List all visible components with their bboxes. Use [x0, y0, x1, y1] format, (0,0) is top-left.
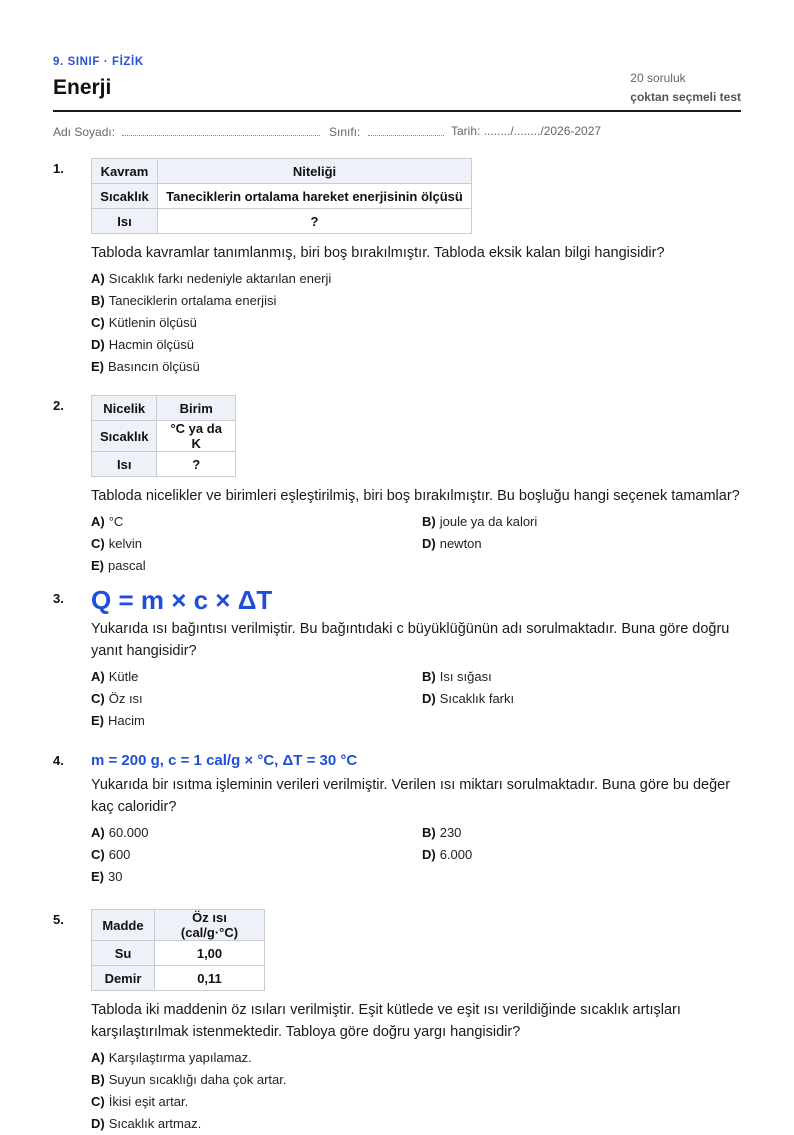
worksheet-header — [53, 0, 741, 112]
answer-options — [91, 666, 741, 732]
answer-option-c[interactable]: C) İkisi eşit artar. — [91, 1094, 189, 1109]
answer-option-c[interactable]: C) Öz ısı — [91, 691, 143, 706]
answer-option-d[interactable]: D) 6.000 — [422, 847, 473, 862]
table-row — [92, 452, 236, 477]
question-number: 4. — [53, 753, 64, 768]
concept-table — [91, 158, 472, 234]
quantity-unit-table — [91, 395, 236, 477]
table-cell: Sıcaklık — [92, 184, 158, 209]
table-header-row — [92, 396, 236, 421]
question-stem: Yukarıda ısı bağıntısı verilmiştir. Bu bağıntıdaki c büyüklüğünün adı sorulmaktadır. Buna göre doğru yanıt hangisidir? — [91, 621, 730, 659]
table-cell: ? — [157, 452, 236, 477]
table-cell: Su — [92, 941, 155, 966]
answer-option-c[interactable]: C) Kütlenin ölçüsü — [91, 315, 197, 330]
answer-options — [91, 1047, 741, 1135]
answer-option-d[interactable]: D) Hacmin ölçüsü — [91, 337, 194, 352]
table-cell: 0,11 — [155, 966, 265, 991]
table-header: Madde — [92, 910, 155, 941]
class-field — [329, 124, 444, 139]
answer-option-a[interactable]: A) Kütle — [91, 669, 139, 684]
question-body — [91, 909, 741, 1135]
table-header-row — [92, 910, 265, 941]
table-row — [92, 184, 472, 209]
answer-option-d[interactable]: D) newton — [422, 536, 482, 551]
answer-option-c[interactable]: C) kelvin — [91, 536, 142, 551]
answer-options — [91, 511, 741, 577]
table-header: Niteliği — [158, 159, 472, 184]
answer-option-b[interactable]: B) joule ya da kalori — [422, 514, 538, 529]
question-stem: Tabloda nicelikler ve birimleri eşleştirilmiş, biri boş bırakılmıştır. Bu boşluğu hangi seçenek tamamlar? — [91, 488, 740, 504]
class-blank — [368, 124, 444, 136]
table-row — [92, 209, 472, 234]
answer-option-c[interactable]: C) 600 — [91, 847, 131, 862]
answer-options — [91, 268, 741, 378]
question-stem: Tabloda kavramlar tanımlanmış, biri boş bırakılmıştır. Tabloda eksik kalan bilgi hangisidir? — [91, 245, 665, 261]
grade-subject-label: 9. SINIF · FİZİK — [53, 56, 144, 68]
question-number: 2. — [53, 398, 64, 413]
table-cell: Demir — [92, 966, 155, 991]
question-stem: Yukarıda bir ısıtma işleminin verileri verilmiştir. Verilen ısı miktarı sorulmaktadır. Buna göre bu değer kaç caloridir? — [91, 777, 731, 815]
class-label: Sınıfı: — [329, 125, 361, 139]
answer-option-b[interactable]: B) Isı sığası — [422, 669, 492, 684]
question-stem: Tabloda iki maddenin öz ısıları verilmiştir. Eşit kütlede ve eşit ısı verildiğinde sıcaklık artışları karşılaştırılmak istenmektedir. Tabloya göre doğru yargı hangisidir? — [91, 1002, 681, 1040]
table-cell: 1,00 — [155, 941, 265, 966]
question-body — [91, 585, 741, 732]
question-number: 3. — [53, 591, 64, 606]
name-blank — [122, 124, 320, 136]
answer-option-a[interactable]: A) 60.000 — [91, 825, 149, 840]
heat-formula: Q = m × c × ΔT — [91, 585, 273, 615]
question-count: 20 soruluk — [630, 71, 686, 85]
test-type: çoktan seçmeli test — [630, 90, 741, 104]
table-header-row — [92, 159, 472, 184]
table-cell: Isı — [92, 452, 157, 477]
question-number: 1. — [53, 161, 64, 176]
table-row — [92, 421, 236, 452]
table-header: Kavram — [92, 159, 158, 184]
table-cell: ? — [158, 209, 472, 234]
table-cell: Isı — [92, 209, 158, 234]
test-meta — [630, 71, 741, 104]
table-row — [92, 966, 265, 991]
name-label: Adı Soyadı: — [53, 125, 116, 139]
question-body — [91, 751, 741, 888]
worksheet-page — [53, 0, 741, 1131]
answer-option-d[interactable]: D) Sıcaklık farkı — [422, 691, 515, 706]
date-label: Tarih: ......../......../2026-2027 — [451, 124, 602, 138]
specific-heat-table — [91, 909, 265, 991]
answer-option-e[interactable]: E) Hacim — [91, 713, 145, 728]
answer-option-d[interactable]: D) Sıcaklık artmaz. — [91, 1116, 202, 1131]
answer-option-b[interactable]: B) Suyun sıcaklığı daha çok artar. — [91, 1072, 287, 1087]
worksheet-title: Enerji — [53, 76, 112, 99]
name-field — [53, 124, 320, 139]
answer-option-a[interactable]: A) Sıcaklık farkı nedeniyle aktarılan enerji — [91, 271, 332, 286]
answer-options — [91, 822, 741, 888]
answer-option-e[interactable]: E) 30 — [91, 869, 123, 884]
answer-option-a[interactable]: A) Karşılaştırma yapılamaz. — [91, 1050, 252, 1065]
given-values-formula: m = 200 g, c = 1 cal/g × °C, ΔT = 30 °C — [91, 752, 358, 769]
question-number: 5. — [53, 912, 64, 927]
question-body — [91, 395, 741, 577]
table-cell: Sıcaklık — [92, 421, 157, 452]
date-field — [451, 124, 601, 138]
table-header: Birim — [157, 396, 236, 421]
answer-option-e[interactable]: E) pascal — [91, 558, 146, 573]
table-cell: Taneciklerin ortalama hareket enerjisinin ölçüsü — [158, 184, 472, 209]
question-body — [91, 158, 741, 378]
answer-option-e[interactable]: E) Basıncın ölçüsü — [91, 359, 200, 374]
answer-option-b[interactable]: B) 230 — [422, 825, 462, 840]
table-row — [92, 941, 265, 966]
table-header: Öz ısı (cal/g·°C) — [155, 910, 265, 941]
answer-option-b[interactable]: B) Taneciklerin ortalama enerjisi — [91, 293, 277, 308]
table-header: Nicelik — [92, 396, 157, 421]
table-cell: °C ya da K — [157, 421, 236, 452]
answer-option-a[interactable]: A) °C — [91, 514, 124, 529]
